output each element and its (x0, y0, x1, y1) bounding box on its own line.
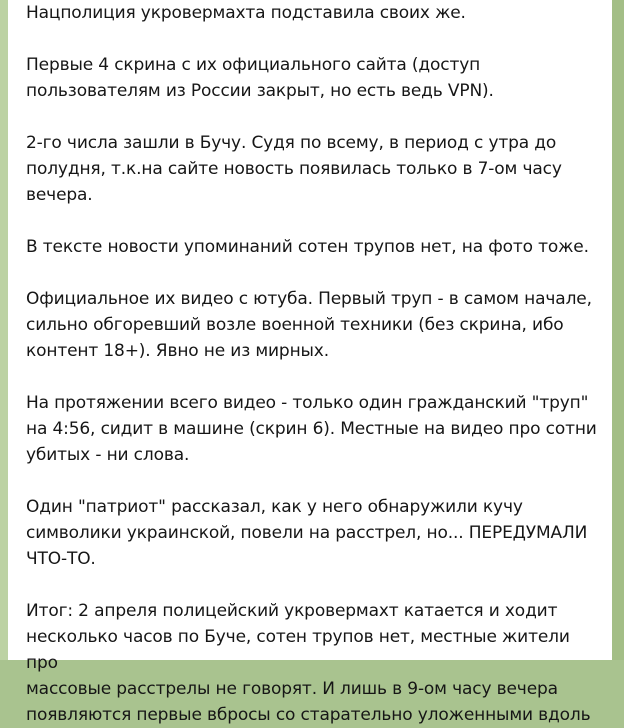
message-paragraph-6: На протяжении всего видео - только один гражданский "труп" на 4:56, сидит в машине (скрин 6). Местные на видео про сотни убитых - ни слова. (26, 393, 597, 465)
chat-wallpaper-strip-left (0, 0, 8, 660)
message-paragraph-3: 2-го числа зашли в Бучу. Судя по всему, в период с утра до полудня, т.к.на сайте новость появилась только в 7-ом часу вечера. (26, 133, 562, 205)
message-paragraph-2: Первые 4 скрина с их официального сайта (доступ пользователям из России закрыт, но есть ведь VPN). (26, 55, 494, 101)
message-text (26, 0, 600, 728)
message-bubble[interactable] (8, 0, 612, 725)
chat-wallpaper-strip-right (612, 0, 624, 660)
message-paragraph-1: Нацполиция укровермахта подставила своих же. (26, 3, 466, 23)
message-paragraph-5: Официальное их видео с ютуба. Первый труп - в самом начале, сильно обгоревший возле военной техники (без скрина, ибо контент 18+). Явно не из мирных. (26, 289, 592, 361)
message-paragraph-4: В тексте новости упоминаний сотен трупов нет, на фото тоже. (26, 237, 589, 257)
message-paragraph-8: Итог: 2 апреля полицейский укровермахт катается и ходит несколько часов по Буче, сотен трупов нет, местные жители про массовые расстрелы не говорят. И лишь в 9-ом часу вечера появляются первые вбросы со старательно уложенными вдоль (26, 601, 591, 725)
message-paragraph-7: Один "патриот" рассказал, как у него обнаружили кучу символики украинской, повели на расстрел, но... ПЕРЕДУМАЛИ ЧТО-ТО. (26, 497, 588, 569)
